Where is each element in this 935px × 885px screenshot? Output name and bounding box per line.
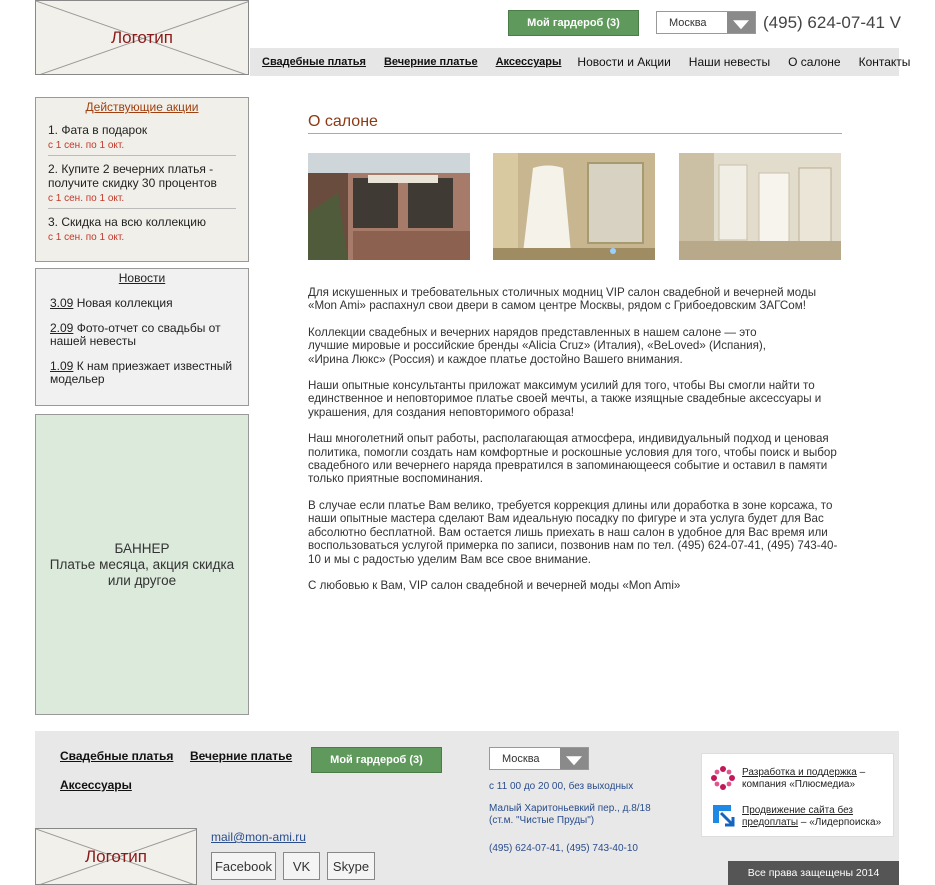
facebook-button[interactable]: Facebook bbox=[211, 852, 276, 880]
nav-news-promos[interactable]: Новости и Акции bbox=[577, 55, 671, 69]
partner-liderpoiska-text: – «Лидерпоиска» bbox=[798, 817, 882, 828]
footer-wardrobe-button[interactable]: Мой гардероб (3) bbox=[311, 747, 442, 773]
about-text bbox=[308, 286, 846, 605]
promo-item[interactable] bbox=[48, 114, 236, 156]
footer-hours: с 11 00 до 20 00, без выходных bbox=[489, 781, 634, 792]
promos-box bbox=[35, 97, 249, 262]
nav-contacts[interactable]: Контакты bbox=[858, 55, 911, 69]
title-divider bbox=[308, 133, 842, 134]
partner-plusmedia-text: – компания «Плюсмедиа» bbox=[742, 767, 866, 790]
footer-city-select[interactable] bbox=[489, 747, 589, 770]
footer-link-accessories[interactable]: Аксессуары bbox=[60, 778, 132, 792]
news-text: Новая коллекция bbox=[73, 296, 173, 310]
news-date[interactable]: 1.09 bbox=[50, 359, 74, 373]
banner-title: БАННЕР bbox=[114, 540, 170, 556]
promo-date: с 1 сен. по 1 окт. bbox=[48, 140, 125, 151]
news-title[interactable]: Новости bbox=[118, 271, 166, 285]
promo-item[interactable] bbox=[48, 209, 236, 247]
salon-exterior-image bbox=[308, 153, 470, 260]
promo-date: с 1 сен. по 1 окт. bbox=[48, 232, 125, 243]
wardrobe-button[interactable]: Мой гардероб (3) bbox=[508, 10, 639, 36]
footer-phones: (495) 624-07-41, (495) 743-40-10 bbox=[489, 843, 638, 854]
city-select[interactable] bbox=[656, 11, 756, 34]
promo-date: с 1 сен. по 1 окт. bbox=[48, 193, 125, 204]
about-paragraph: Наши опытные консультанты приложат максимум усилий для того, чтобы Вы смогли найти то единственное и неповторимое платье своей мечты, а также изящные свадебные аксессуары и украшения, для создания неповторимого образа! bbox=[308, 379, 822, 419]
salon-photo-interior[interactable] bbox=[679, 153, 841, 260]
banner-text: Платье месяца, акция скидка или другое bbox=[49, 556, 235, 588]
partner-liderpoiska-link[interactable]: Продвижение сайта без предоплаты bbox=[742, 805, 854, 828]
sidebar-banner[interactable] bbox=[35, 414, 249, 715]
promo-text: 2. Купите 2 вечерних платья - получите скидку 30 процентов bbox=[48, 162, 217, 190]
promo-item[interactable] bbox=[48, 156, 236, 209]
nav-accessories[interactable]: Аксессуары bbox=[495, 56, 562, 68]
nav-our-brides[interactable]: Наши невесты bbox=[688, 55, 771, 69]
footer-city-value: Москва bbox=[502, 752, 540, 765]
nav-evening-dresses[interactable]: Вечерние платье bbox=[383, 56, 478, 68]
partner-liderpoiska bbox=[742, 805, 892, 829]
promos-title[interactable]: Действующие акции bbox=[85, 100, 199, 114]
salon-interior-image bbox=[679, 153, 841, 260]
partners-box bbox=[701, 753, 894, 837]
salon-photo-exterior[interactable] bbox=[308, 153, 470, 260]
news-item[interactable] bbox=[50, 360, 234, 386]
vk-button[interactable]: VK bbox=[283, 852, 320, 880]
footer-logo[interactable] bbox=[35, 828, 197, 885]
footer-logo-text: Логотип bbox=[84, 846, 147, 866]
about-paragraph: Для искушенных и требовательных столичных модниц VIP салон свадебной и вечерней моды «Mon Ami» распахнул свои двери в самом центре Москвы, рядом с Грибоедовским ЗАГСом! bbox=[308, 286, 817, 313]
liderpoiska-logo-icon bbox=[711, 803, 735, 827]
news-text: К нам приезжает известный модельер bbox=[50, 359, 233, 386]
promo-text: 3. Скидка на всю коллекцию bbox=[48, 215, 206, 229]
logo-text: Логотип bbox=[110, 27, 173, 47]
footer-email[interactable]: mail@mon-ami.ru bbox=[211, 830, 306, 844]
about-paragraph: Наш многолетний опыт работы, располагающая атмосфера, индивидуальный подход и ценовая политика, помогли создать нам комфортные и роскошные условия для того, чтобы поиск и выбор свадебного или вечернего наряда превратился в запоминающееся событие и оставил в памяти только приятные воспоминания. bbox=[308, 432, 837, 486]
page-title: О салоне bbox=[308, 113, 378, 130]
news-date[interactable]: 3.09 bbox=[50, 296, 74, 310]
plusmedia-logo-icon bbox=[710, 765, 736, 791]
news-item[interactable] bbox=[50, 322, 234, 348]
nav-about[interactable]: О салоне bbox=[788, 55, 841, 69]
chevron-down-icon bbox=[727, 12, 755, 33]
about-paragraph: С любовью к Вам, VIP салон свадебной и вечерней моды «Mon Ami» bbox=[308, 578, 681, 592]
main-nav bbox=[250, 48, 911, 76]
promo-text: 1. Фата в подарок bbox=[48, 123, 148, 137]
partner-plusmedia bbox=[742, 767, 892, 791]
partner-plusmedia-link[interactable]: Разработка и поддержка bbox=[742, 767, 857, 778]
header-phone: (495) 624-07-41 V bbox=[763, 13, 901, 32]
news-text: Фото-отчет со свадьбы от нашей невесты bbox=[50, 321, 221, 348]
copyright: Все права защещены 2014 bbox=[728, 861, 899, 885]
chevron-down-icon bbox=[560, 748, 588, 769]
footer-link-wedding[interactable]: Свадебные платья bbox=[60, 749, 174, 763]
city-select-value: Москва bbox=[669, 16, 707, 29]
about-paragraph: В случае если платье Вам велико, требуется коррекция длины или доработка в зоне корсажа, то наши опытные мастера сделают Вам идеальную посадку по фигуре и эта услуга будет для Вас абсолютно бесплатной. Вам остается лишь приехать в наш салон в удобное для Вас время или воспользоваться услугой примерка по записи, позвонив нам по тел. (495) 624-07-41, (495) 743-40-10 и мы с радостью уделим Вам все свое внимание. bbox=[308, 498, 838, 566]
footer-address: Малый Харитоньевкий пер., д.8/18 (ст.м. "Чистые Пруды") bbox=[489, 803, 651, 826]
salon-dress-image bbox=[493, 153, 655, 260]
news-item[interactable] bbox=[50, 297, 234, 310]
news-date[interactable]: 2.09 bbox=[50, 321, 74, 335]
nav-wedding-dresses[interactable]: Свадебные платья bbox=[262, 56, 366, 68]
salon-photo-dress[interactable] bbox=[493, 153, 655, 260]
footer-link-evening[interactable]: Вечерние платье bbox=[190, 749, 293, 763]
header-logo[interactable] bbox=[35, 0, 249, 75]
skype-button[interactable]: Skype bbox=[327, 852, 375, 880]
about-paragraph: Коллекции свадебных и вечерних нарядов представленных в нашем салоне — это лучшие мировые и российские бренды «Alicia Cruz» (Италия), «BeLoved» (Испания), «Ирина Люкс» (Россия) и каждое платье достойно Вашего внимания. bbox=[308, 325, 766, 366]
news-box bbox=[35, 268, 249, 406]
